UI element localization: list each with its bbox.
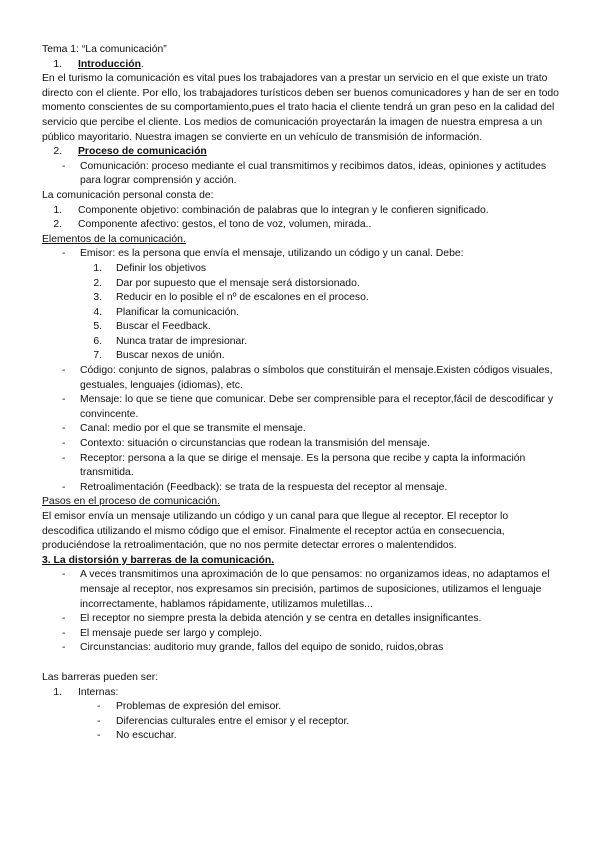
list-text: Problemas de expresión del emisor. [116, 701, 282, 713]
list-text: Dar por supuesto que el mensaje será distorsionado. [116, 277, 360, 289]
list-text: Planificar la comunicación. [116, 306, 240, 318]
section-heading: Introducción [78, 58, 141, 70]
bullet-dash: - [62, 569, 66, 581]
heading-punctuation: . [140, 58, 144, 70]
list-number: 1. [53, 686, 62, 698]
list-item [42, 204, 562, 219]
list-text: El receptor no siempre presta la debida atención y se centra en detalles insignificantes. [80, 613, 482, 625]
list-number: 4. [93, 306, 102, 318]
list-item [42, 422, 562, 437]
list-item [42, 700, 562, 715]
list-text: Canal: medio por el que se transmite el mensaje. [80, 423, 306, 435]
elements-heading: Elementos de la comunicación. [42, 233, 186, 245]
list-item [42, 627, 562, 642]
definition-text: Comunicación: proceso mediante el cual transmitimos y recibimos datos, ideas, opiniones y actitudes para lograr comprensión y acción. [80, 160, 547, 187]
list-text: Buscar nexos de unión. [116, 350, 225, 362]
section-heading: Proceso de comunicación [78, 146, 207, 158]
bullet-dash: - [62, 627, 66, 639]
list-item [42, 349, 562, 364]
list-item [42, 641, 562, 656]
bullet-dash: - [62, 481, 66, 493]
list-text: Retroalimentación (Feedback): se trata de la respuesta del receptor al mensaje. [80, 481, 448, 493]
list-text: Emisor: es la persona que envía el mensaje, utilizando un código y un canal. Debe: [80, 248, 464, 260]
bullet-dash: - [97, 701, 101, 713]
bullet-dash: - [62, 160, 66, 172]
list-text: Internas: [78, 686, 119, 698]
list-text: El mensaje puede ser largo y complejo. [80, 627, 262, 639]
list-text: Circunstancias: auditorio muy grande, fallos del equipo de sonido, ruidos,obras [80, 642, 444, 654]
list-item [42, 437, 562, 452]
list-number: 1. [53, 58, 62, 70]
list-item [42, 320, 562, 335]
bullet-dash: - [62, 452, 66, 464]
list-number: 1. [53, 204, 62, 216]
list-text: Diferencias culturales entre el emisor y el receptor. [116, 715, 350, 727]
steps-paragraph: El emisor envía un mensaje utilizando un código y un canal para que llegue al receptor. El receptor lo descodifica utilizando el mismo código que el emisor. Finalmente el receptor actúa en consecuencia, produciéndose la retroalimentación, que no nos permite detectar errores o malentendidos. [42, 511, 509, 552]
list-item [42, 729, 562, 744]
list-item [42, 160, 562, 189]
list-item [42, 218, 562, 233]
list-item [42, 612, 562, 627]
list-item [42, 452, 562, 481]
section-introduccion-heading [42, 58, 562, 73]
list-text: Componente afectivo: gestos, el tono de voz, volumen, mirada.. [78, 219, 372, 231]
bullet-dash: - [62, 642, 66, 654]
list-item [42, 306, 562, 321]
list-number: 2. [53, 146, 62, 158]
bullet-dash: - [62, 248, 66, 260]
list-number: 3. [93, 292, 102, 304]
list-item [42, 715, 562, 730]
list-item [42, 262, 562, 277]
list-text: Mensaje: lo que se tiene que comunicar. Debe ser comprensible para el receptor,fácil de descodificar y convincente. [80, 394, 554, 420]
list-item [42, 686, 562, 701]
list-item [42, 335, 562, 350]
distortion-heading: 3. La distorsión y barreras de la comunicación. [42, 554, 275, 566]
bullet-dash: - [62, 438, 66, 450]
list-text: Código: conjunto de signos, palabras o símbolos que constituirán el mensaje.Existen códigos visuales, gestuales, lenguajes (idiomas), etc. [80, 365, 553, 391]
blank-line [42, 656, 562, 671]
bullet-dash: - [62, 423, 66, 435]
list-item [42, 291, 562, 306]
list-item [42, 568, 562, 612]
barriers-intro: Las barreras pueden ser: [42, 671, 159, 683]
list-number: 2. [53, 219, 62, 231]
bullet-dash: - [62, 613, 66, 625]
list-text: Definir los objetivos [116, 262, 207, 274]
list-number: 6. [93, 335, 102, 347]
list-text: Reducir en lo posible el nº de escalones en el proceso. [116, 292, 369, 304]
list-item [42, 393, 562, 422]
intro-paragraph: En el turismo la comunicación es vital pues los trabajadores van a prestar un servicio en el que existe un trato directo con el cliente. Por ello, los trabajadores turísticos deben ser buenos comunicadores y han de ser en todo momento conscientes de su comportamiento,pues el trato hacia el cliente tendrá un gran peso en la calidad del servicio que percibe el cliente. Los medios de comunicación proyectarán la imagen de nuestra empresa a un público mayoritario. Nuestra imagen se convierte en un vehículo de transmisión de información. [42, 73, 559, 143]
document-title: Tema 1: “La comunicación” [42, 44, 167, 55]
list-number: 5. [93, 321, 102, 333]
list-text: No escuchar. [116, 730, 177, 742]
list-number: 1. [93, 262, 102, 274]
bullet-dash: - [62, 394, 66, 406]
document-page [42, 43, 562, 744]
list-item [42, 364, 562, 393]
list-text: Contexto: situación o circunstancias que rodean la transmisión del mensaje. [80, 438, 431, 450]
list-text: Receptor: persona a la que se dirige el mensaje. Es la persona que recibe y capta la información transmitida. [80, 452, 526, 479]
list-text: Nunca tratar de impresionar. [116, 335, 248, 347]
bullet-dash: - [62, 365, 66, 377]
list-text: Componente objetivo: combinación de palabras que lo integran y le confieren significado. [78, 204, 489, 216]
bullet-dash: - [97, 715, 101, 727]
section-proceso-heading [42, 145, 562, 160]
list-item [42, 277, 562, 292]
list-text: Buscar el Feedback. [116, 321, 211, 333]
list-text: A veces transmitimos una aproximación de lo que pensamos: no organizamos ideas, no adaptamos el mensaje al receptor, nos expresamos sin precisión, partimos de suposiciones, utilizamos el lenguaje incorrectamente, hablamos rápidamente, utilizamos muletillas... [80, 569, 550, 610]
list-number: 7. [93, 350, 102, 362]
personal-intro: La comunicación personal consta de: [42, 189, 214, 201]
steps-heading: Pasos en el proceso de comunicación. [42, 496, 220, 508]
list-item [42, 481, 562, 496]
list-item [42, 247, 562, 262]
list-number: 2. [93, 277, 102, 289]
bullet-dash: - [97, 730, 101, 742]
